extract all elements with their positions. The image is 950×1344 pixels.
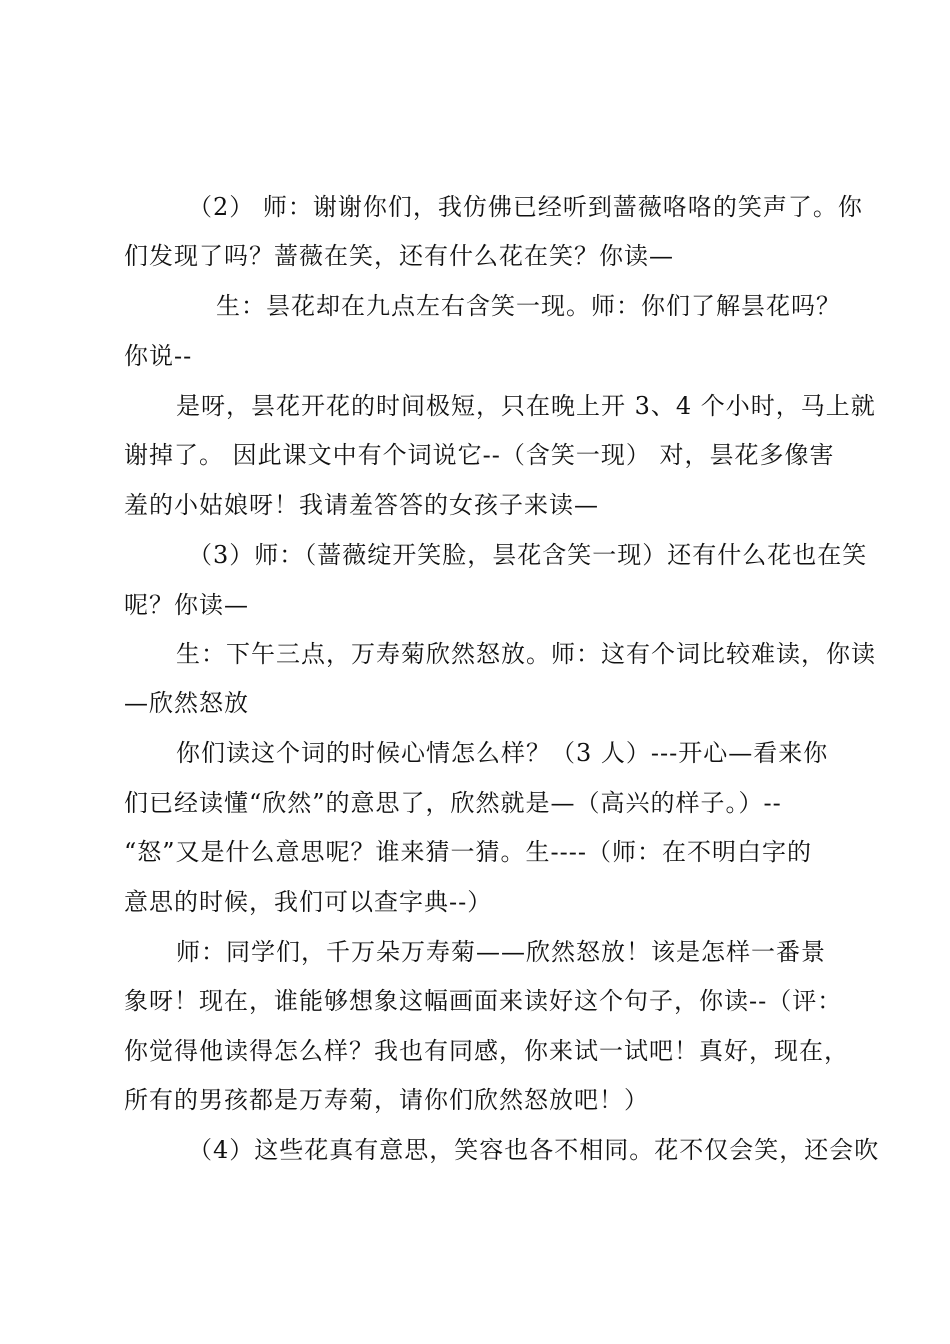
text-line: 所有的男孩都是万寿菊，请你们欣然怒放吧！）: [124, 1086, 649, 1114]
student-answer: 生：昙花却在九点左右含笑一现。: [216, 292, 591, 320]
text-line: 是呀，昙花开花的时间极短，只在晚上开 3、4 个小时，马上就: [176, 392, 876, 420]
text-line: 生：下午三点，万寿菊欣然怒放。师：这有个词比较难读，你读: [176, 640, 876, 668]
text-line: 意思的时候，我们可以查字典--）: [124, 888, 493, 916]
text-line-row: [216, 291, 841, 321]
text-line: 师：同学们，千万朵万寿菊——欣然怒放！该是怎样一番景: [176, 938, 826, 966]
text-line: 呢？你读—: [124, 591, 249, 619]
text-line: 们已经读懂“欣然”的意思了，欣然就是—（高兴的样子。）--: [124, 789, 782, 817]
text-line: （2） 师：谢谢你们，我仿佛已经听到蔷薇咯咯的笑声了。你: [188, 193, 863, 221]
text-line: 谢掉了。 因此课文中有个词说它--（含笑一现） 对，昙花多像害: [124, 441, 835, 469]
text-line: 你觉得他读得怎么样？我也有同感，你来试一试吧！真好，现在，: [124, 1037, 849, 1065]
text-line: “怒”又是什么意思呢？谁来猜一猜。生----（师：在不明白字的: [124, 838, 812, 866]
text-line: （4）这些花真有意思，笑容也各不相同。花不仅会笑，还会吹: [188, 1136, 880, 1164]
text-line: 羞的小姑娘呀！我请羞答答的女孩子来读—: [124, 491, 599, 519]
text-line-pair: [216, 291, 856, 321]
text-line: 你们读这个词的时候心情怎么样？（3 人）---开心—看来你: [176, 739, 829, 767]
teacher-question: 师：你们了解昙花吗？: [591, 292, 841, 320]
text-line: 们发现了吗？蔷薇在笑，还有什么花在笑？你读—: [124, 242, 674, 270]
text-line: 你说--: [124, 342, 193, 370]
text-line: 象呀！现在，谁能够想象这幅画面来读好这个句子，你读--（评：: [124, 987, 843, 1015]
text-line: （3）师：（蔷薇绽开笑脸，昙花含笑一现）还有什么花也在笑: [188, 541, 868, 569]
text-line: —欣然怒放: [124, 689, 249, 717]
